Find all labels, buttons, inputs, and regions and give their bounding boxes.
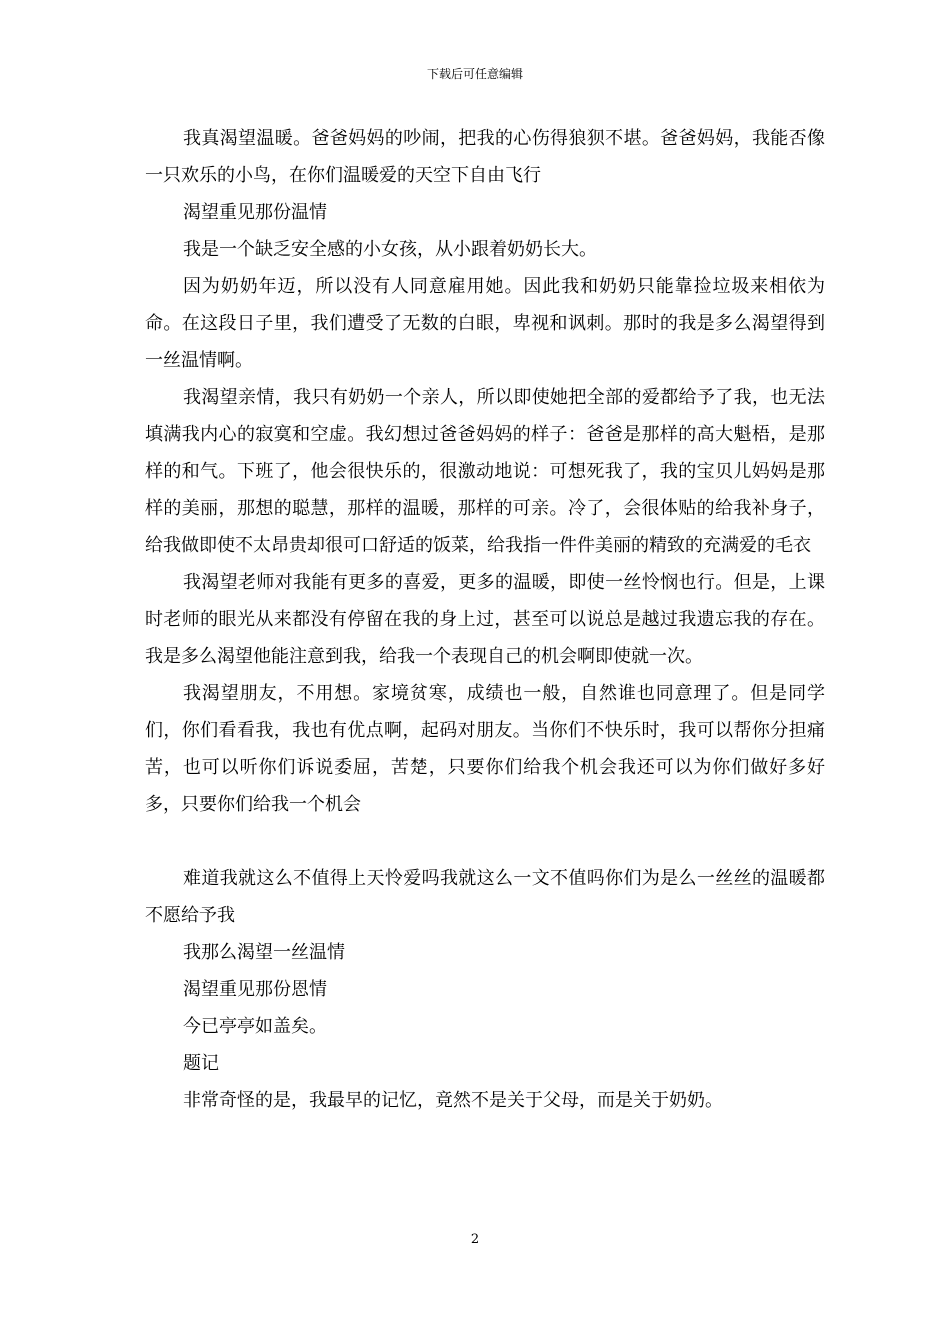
page-number: 2 [470, 1232, 480, 1247]
paragraph: 今已亭亭如盖矣。 [183, 1016, 327, 1037]
paragraph: 难道我就这么不值得上天怜爱吗我就这么一文不值吗你们为是么一丝丝的温暖都不愿给予我 [145, 868, 825, 926]
paragraph: 我是一个缺乏安全感的小女孩，从小跟着奶奶长大。 [183, 239, 597, 260]
paragraph: 非常奇怪的是，我最早的记忆，竟然不是关于父母，而是关于奶奶。 [183, 1090, 723, 1111]
paragraph: 我渴望老师对我能有更多的喜爱，更多的温暖，即使一丝怜悯也行。但是，上课时老师的眼光从来都没有停留在我的身上过，甚至可以说总是越过我遗忘我的存在。我是多么渴望他能注意到我，给我一个表现自己的机会啊即使就一次。 [145, 572, 825, 667]
paragraph: 渴望重见那份恩情 [183, 979, 327, 1000]
blank-line [145, 823, 825, 860]
document-body [145, 120, 825, 1119]
paragraph: 我真渴望温暖。爸爸妈妈的吵闹，把我的心伤得狼狈不堪。爸爸妈妈，我能否像一只欢乐的小鸟，在你们温暖爱的天空下自由飞行 [145, 128, 825, 186]
paragraph: 渴望重见那份温情 [183, 202, 327, 223]
page-header: 下载后可任意编辑 [426, 67, 523, 81]
paragraph: 题记 [183, 1053, 219, 1074]
paragraph: 我渴望亲情，我只有奶奶一个亲人，所以即使她把全部的爱都给予了我，也无法填满我内心的寂寞和空虚。我幻想过爸爸妈妈的样子：爸爸是那样的高大魁梧，是那样的和气。下班了，他会很快乐的，很激动地说：可想死我了，我的宝贝儿妈妈是那样的美丽，那想的聪慧，那样的温暖，那样的可亲。冷了，会很体贴的给我补身子，给我做即使不太昂贵却很可口舒适的饭菜，给我指一件件美丽的精致的充满爱的毛衣 [145, 387, 825, 556]
paragraph: 我渴望朋友，不用想。家境贫寒，成绩也一般，自然谁也同意理了。但是同学们，你们看看我，我也有优点啊，起码对朋友。当你们不快乐时，我可以帮你分担痛苦，也可以听你们诉说委屈，苦楚，只要你们给我个机会我还可以为你们做好多好多，只要你们给我一个机会 [145, 683, 825, 815]
paragraph: 因为奶奶年迈，所以没有人同意雇用她。因此我和奶奶只能靠捡垃圾来相依为命。在这段日子里，我们遭受了无数的白眼，卑视和讽刺。那时的我是多么渴望得到一丝温情啊。 [145, 276, 825, 371]
paragraph: 我那么渴望一丝温情 [183, 942, 345, 963]
